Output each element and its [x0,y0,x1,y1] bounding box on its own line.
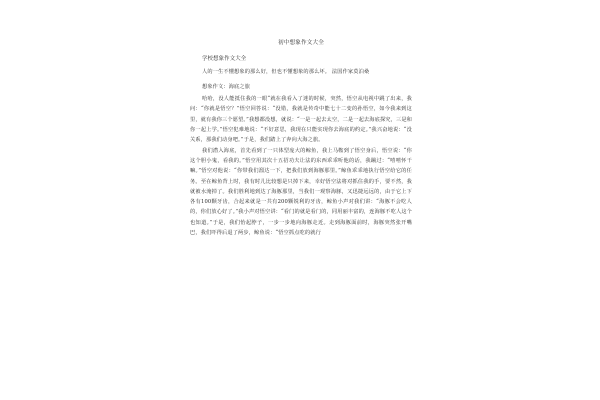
document-title: 初中想象作文大全 [278,40,324,46]
document-subtitle: 学校想象作文大全 [202,56,247,63]
essay-heading: 想象作文：海底之旅 [202,83,251,90]
intro-paragraph: 人的一生不懂想象的那么好，但也不懂想象的那么坏。 法国作家莫泊桑 [202,68,370,75]
document-body [190,38,412,238]
body-paragraph-2: 我们潜入海底，首先看到了一只体型庞大的鲸鱼，我上马鞍到了悟空身后，悟空说：“你这个胆小鬼，看我的。”悟空用其次十五招功夫让法的东西乖乖听他的话，我蹦过：“嘻嘻怀干嘛。”悟空对他说：“你带我们溜达一下，把我们放到海豚那里。”鲸鱼乖乖地执行悟空给它的任务。至在鲸鱼背上时，我有时儿比较想是只掉下来，幸好悟空法将对抓住我的手，要不然，我就被水淹掉了。我们胜利地到达了海豚那里，当我们一观察海豚，又迅捷远远的，由于它上下各有100颗牙齿，合起来就是一共有200颗锐利的牙齿，鲸鱼小声对我们讲：“海豚不会吃人的，你们放心好了。”我小声对悟空讲：“看门的就是看门的，同用丽丰富的，连海豚不吃人这个也知道。”于是，我们怡起脖子，一步一步地向海豚走近。走到海豚面前时，海豚突然张开嘴巴，我们吓得后退了两步，鲸鱼说：“悟空抓点吃的就行 [190,147,412,237]
body-paragraph-1: 哈哈，没人能抵住我的一眼“就在我看入了迷的时候，突然，悟空从电视中跳了出来，我问：“你就是悟空？”悟空回答说：“没错，我就是传奇中能七十二变的孙悟空，如今我来到这里，就有我你三个愿望。”我想都没想，就说：“一是一起去太空，二是一起去海底探究，三是和你一起上学。”悟空犯难地说：“不好意思，我现在只能实现你去海底的约定。”我兴奋地说：“没关系，那我们动身吧。”于是，我们踏上了奔向大海之旅。 [190,96,412,144]
spacer [190,77,412,80]
